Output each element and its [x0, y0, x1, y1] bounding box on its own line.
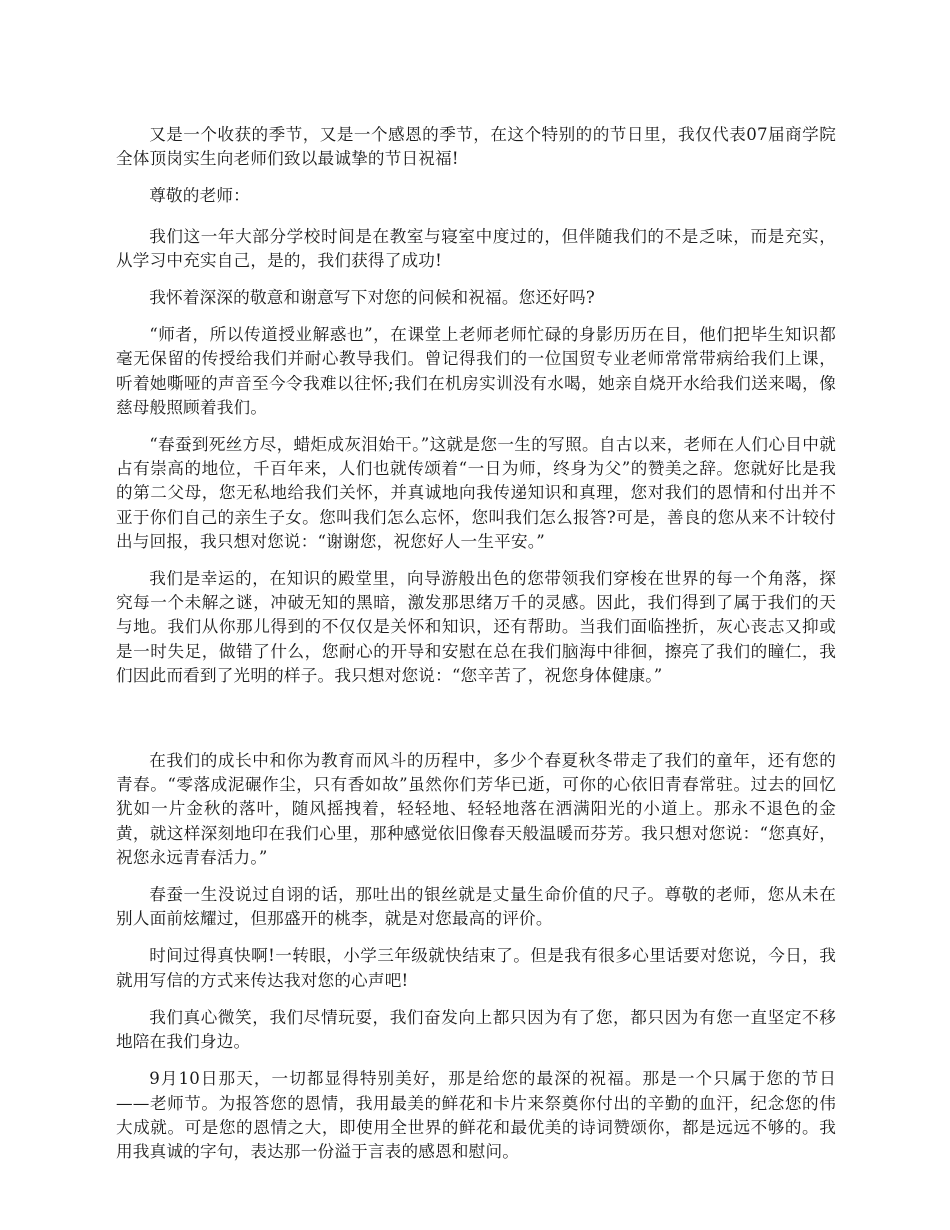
paragraph: “春蚕到死丝方尽，蜡炬成灰泪始干。”这就是您一生的写照。自古以来，老师在人们心目中就占有崇高的地位，千百年来，人们也就传颂着“一日为师，终身为父”的赞美之辞。您就好比是我的第二父母，您无私地给我们关怀，并真诚地向我传递知识和真理，您对我们的恩情和付出并不亚于你们自己的亲生子女。您叫我们怎么忘怀，您叫我们怎么报答?可是，善良的您从来不计较付出与回报，我只想对您说：“谢谢您，祝您好人一生平安。”	[116, 435, 836, 551]
paragraph: 时间过得真快啊!一转眼，小学三年级就快结束了。但是我有很多心里话要对您说，今日，我就用写信的方式来传达我对您的心声吧!	[116, 946, 836, 990]
paragraph-closing: 9月10日那天，一切都显得特别美好，那是给您的最深的祝福。那是一个只属于您的节日——老师节。为报答您的恩情，我用最美的鲜花和卡片来祭奠你付出的辛勤的血汗，纪念您的伟大成就。可是您的恩情之大，即使用全世界的鲜花和最优美的诗词赞颂你，都是远远不够的。我用我真诚的字句，表达那一份溢于言表的感恩和慰问。	[116, 1069, 836, 1161]
document-body	[116, 123, 836, 1177]
paragraph: 春蚕一生没说过自诩的话，那吐出的银丝就是丈量生命价值的尺子。尊敬的老师，您从未在别人面前炫耀过，但那盛开的桃李，就是对您最高的评价。	[116, 885, 836, 929]
paragraph: 在我们的成长中和你为教育而风斗的历程中，多少个春夏秋冬带走了我们的童年，还有您的青春。“零落成泥碾作尘，只有香如故”虽然你们芳华已逝，可你的心依旧青春常驻。过去的回忆犹如一片金秋的落叶，随风摇拽着，轻轻地、轻轻地落在洒满阳光的小道上。那永不退色的金黄，就这样深刻地印在我们心里，那种感觉依旧像春天般温暖而芬芳。我只想对您说：“您真好，祝您永远青春活力。”	[116, 751, 836, 867]
paragraph: 我们这一年大部分学校时间是在教室与寝室中度过的，但伴随我们的不是乏味，而是充实，从学习中充实自己，是的，我们获得了成功!	[116, 226, 836, 270]
paragraph: 我们真心微笑，我们尽情玩耍，我们奋发向上都只因为有了您，都只因为有您一直坚定不移地陪在我们身边。	[116, 1007, 836, 1052]
salutation: 尊敬的老师：	[149, 186, 250, 206]
paragraph-intro: 又是一个收获的季节，又是一个感恩的季节，在这个特别的的节日里，我仅代表07届商学院全体顶岗实生向老师们致以最诚挚的节日祝福!	[116, 125, 836, 169]
paragraph: “师者，所以传道授业解惑也”，在课堂上老师老师忙碌的身影历历在目，他们把毕生知识都毫无保留的传授给我们并耐心教导我们。曾记得我们的一位国贸专业老师常常带病给我们上课，听着她嘶哑的声音至今令我难以往怀;我们在机房实训没有水喝，她亲自烧开水给我们送来喝，像慈母般照顾着我们。	[116, 325, 836, 417]
paragraph: 我怀着深深的敬意和谢意写下对您的问候和祝福。您还好吗?	[149, 288, 595, 308]
section-gap	[116, 701, 836, 749]
paragraph: 我们是幸运的，在知识的殿堂里，向导游般出色的您带领我们穿梭在世界的每一个角落，探究每一个未解之谜，冲破无知的黑暗，激发那思绪万千的灵感。因此，我们得到了属于我们的天与地。我们从你那儿得到的不仅仅是关怀和知识，还有帮助。当我们面临挫折，灰心丧志又抑或是一时失足，做错了什么，您耐心的开导和安慰在总在我们脑海中徘徊，擦亮了我们的瞳仁，我们因此而看到了光明的样子。我只想对您说：“您辛苦了，祝您身体健康。”	[116, 569, 836, 685]
